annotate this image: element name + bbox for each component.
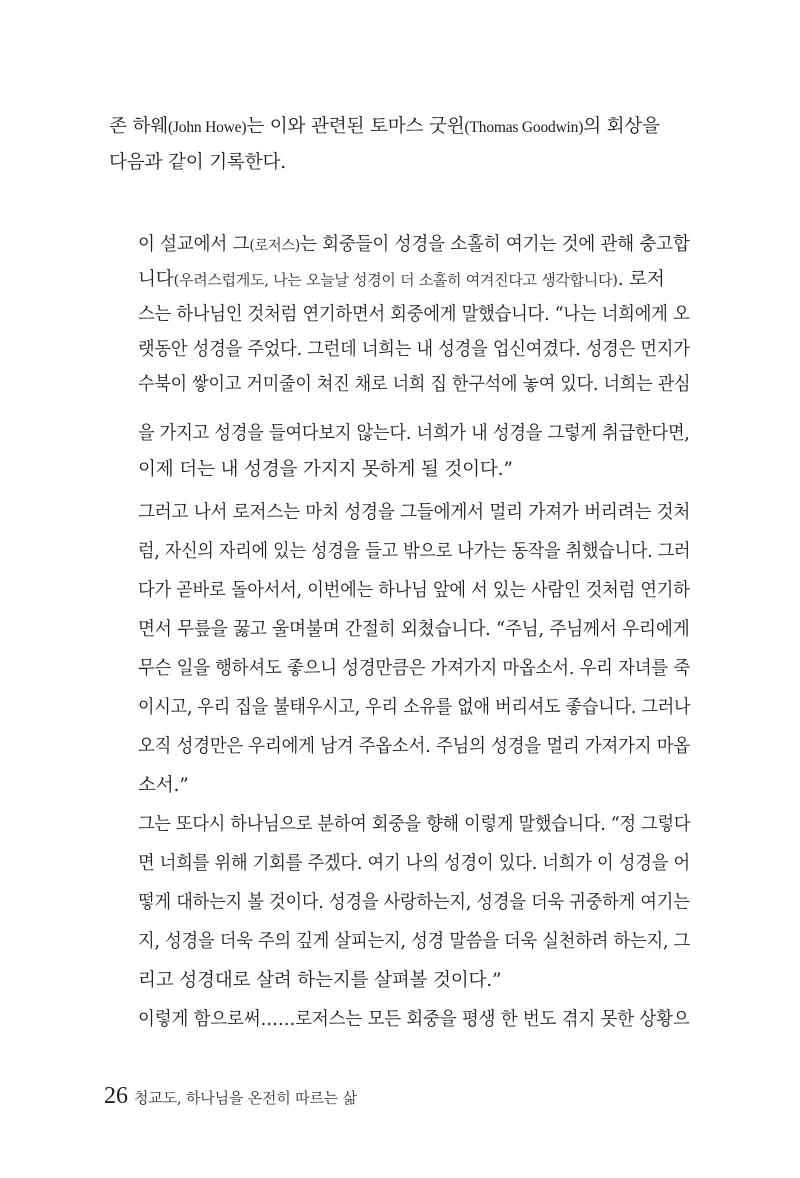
quote-line-10: 다가 곧바로 돌아서서, 이번에는 하나님 앞에 서 있는 사람인 것처럼 연기하 [138,580,690,601]
latin-name-john-howe: (John Howe) [168,119,247,136]
quote-line-21: 이렇게 함으로써……로저스는 모든 회중을 평생 한 번도 겪지 못한 상황으 [138,1009,690,1030]
latin-name-thomas-goodwin: (Thomas Goodwin) [464,119,584,136]
intro-line-2: 다음과 같이 기록한다. [109,152,286,173]
quote-line-4: 랫동안 성경을 주었다. 그런데 너희는 내 성경을 업신여겼다. 성경은 먼지가 [138,339,690,360]
quote-line-5: 수북이 쌓이고 거미줄이 쳐진 채로 너희 집 한구석에 놓여 있다. 너희는 관심 [138,374,691,395]
parenthetical-aside: (우려스럽게도, 나는 오늘날 성경이 더 소홀히 여겨진다고 생각합니다) [173,271,618,289]
quote-line-1: 이 설교에서 그(로저스)는 회중들이 성경을 소홀히 여기는 것에 관해 충고합 [138,234,690,255]
quote-line-20: 리고 성경대로 살려 하는지를 살펴볼 것이다.” [138,970,502,991]
running-book-title: 청교도, 하나님을 온전히 따르는 삶 [134,1089,357,1107]
page-number: 26 [104,1083,128,1109]
page-footer [104,1083,357,1110]
quote-line-14: 오직 성경만은 우리에게 남겨 주옵소서. 주님의 성경을 멀리 가져가지 마옵 [138,736,690,757]
quote-line-11: 면서 무릎을 꿇고 울며불며 간절히 외쳤습니다. “주님, 주님께서 우리에게 [138,619,690,640]
quote-line-16: 그는 또다시 하나님으로 분하여 회중을 향해 이렇게 말했습니다. “정 그렇다 [138,814,691,835]
intro-line-1: 존 하웨(John Howe)는 이와 관련된 토마스 굿윈(Thomas Goodwin)의 회상을 [109,116,660,137]
quote-line-15: 소서.” [138,775,189,796]
quote-line-9: 럼, 자신의 자리에 있는 성경을 들고 밖으로 나가는 동작을 취했습니다. 그러 [138,541,691,562]
parenthetical-rogers: (로저스) [249,236,301,254]
quote-line-6: 을 가지고 성경을 들여다보지 않는다. 너희가 내 성경을 그렇게 취급한다면, [138,423,690,444]
quote-line-2: 니다(우려스럽게도, 나는 오늘날 성경이 더 소홀히 여겨진다고 생각합니다). 로저 [138,269,665,290]
quote-line-3: 스는 하나님인 것처럼 연기하면서 회중에게 말했습니다. “나는 너희에게 오 [138,304,690,325]
quote-line-13: 이시고, 우리 집을 불태우시고, 우리 소유를 없애 버리셔도 좋습니다. 그러나 [138,697,691,718]
quote-line-19: 지, 성경을 더욱 주의 깊게 살피는지, 성경 말씀을 더욱 실천하려 하는지, 그 [138,931,691,952]
quote-line-17: 면 너희를 위해 기회를 주겠다. 여기 나의 성경이 있다. 너희가 이 성경을 어 [138,853,691,874]
quote-line-18: 떻게 대하는지 볼 것이다. 성경을 사랑하는지, 성경을 더욱 귀중하게 여기는 [138,892,690,913]
quote-line-8: 그러고 나서 로저스는 마치 성경을 그들에게서 멀리 가져가 버리려는 것처 [138,502,691,523]
quote-line-12: 무슨 일을 행하셔도 좋으니 성경만큼은 가져가지 마옵소서. 우리 자녀를 죽 [138,658,690,679]
quote-line-7: 이제 더는 내 성경을 가지지 못하게 될 것이다.” [138,459,513,480]
